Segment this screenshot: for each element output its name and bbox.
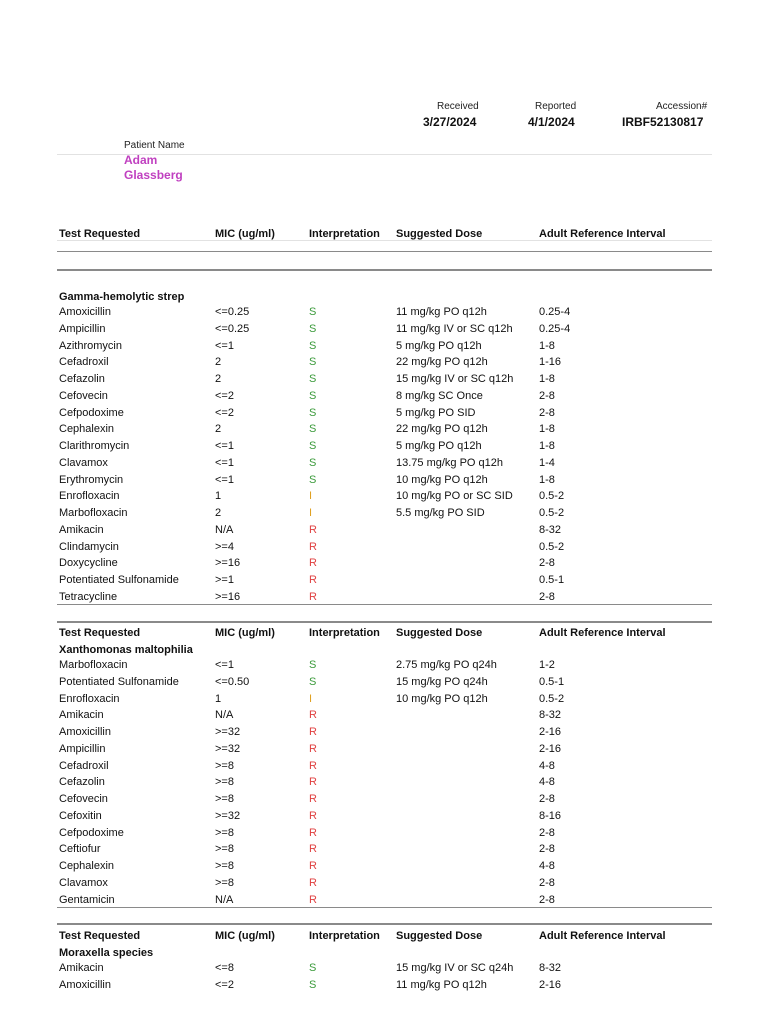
- mic-value: >=8: [215, 860, 234, 872]
- drug-name: Cefovecin: [59, 793, 108, 805]
- suggested-dose: 8 mg/kg SC Once: [396, 389, 483, 402]
- suggested-dose: 15 mg/kg PO q24h: [396, 675, 488, 688]
- section-divider-thick: [57, 923, 712, 925]
- drug-name: Potentiated Sulfonamide: [59, 675, 179, 688]
- suggested-dose: 5 mg/kg PO q12h: [396, 440, 482, 452]
- table-row: [0, 507, 768, 523]
- col-interpretation: Interpretation: [309, 930, 380, 942]
- divider-thick: [57, 269, 712, 271]
- mic-value: 2: [215, 356, 222, 369]
- reference-interval: 1-8: [539, 473, 555, 486]
- interpretation: S: [309, 339, 317, 352]
- drug-name: Cefpodoxime: [59, 406, 124, 419]
- table-row: [0, 962, 768, 978]
- interpretation: R: [309, 742, 317, 755]
- mic-value: >=1: [215, 574, 234, 586]
- reference-interval: 8-16: [539, 809, 562, 822]
- col-mic: MIC (ug/ml): [215, 930, 275, 942]
- suggested-dose: 5 mg/kg PO SID: [396, 406, 476, 419]
- col-test-requested: Test Requested: [59, 627, 141, 639]
- interpretation: S: [309, 423, 317, 436]
- drug-name: Amikacin: [59, 709, 104, 722]
- suggested-dose: 13.75 mg/kg PO q12h: [396, 456, 504, 469]
- mic-value: <=1: [215, 659, 234, 671]
- mic-value: >=16: [215, 557, 241, 570]
- reference-interval: 2-8: [539, 557, 555, 570]
- interpretation: R: [309, 876, 317, 889]
- interpretation: S: [309, 675, 317, 688]
- reference-interval: 4-8: [539, 776, 555, 789]
- reference-interval: 2-8: [539, 389, 555, 402]
- drug-name: Amikacin: [59, 962, 104, 974]
- table-row: [0, 793, 768, 809]
- mic-value: <=1: [215, 440, 234, 452]
- suggested-dose: 5 mg/kg PO q12h: [396, 339, 482, 352]
- reference-interval: 1-16: [539, 356, 562, 369]
- col-reference-interval: Adult Reference Interval: [539, 627, 666, 639]
- col-interpretation: Interpretation: [309, 228, 380, 240]
- interpretation: R: [309, 759, 317, 772]
- table-row: [0, 760, 768, 776]
- mic-value: 2: [215, 507, 222, 519]
- drug-name: Erythromycin: [59, 473, 124, 486]
- organism-name: Xanthomonas maltophilia: [59, 644, 193, 656]
- interpretation: S: [309, 440, 317, 452]
- reference-interval: 1-8: [539, 423, 555, 436]
- interpretation: R: [309, 826, 317, 839]
- drug-name: Amikacin: [59, 523, 104, 536]
- interpretation: S: [309, 962, 317, 974]
- drug-name: Ampicillin: [59, 742, 106, 755]
- drug-name: Cefadroxil: [59, 356, 109, 369]
- received-date: 3/27/2024: [423, 115, 477, 129]
- mic-value: 2: [215, 423, 222, 436]
- mic-value: <=0.25: [215, 322, 250, 335]
- col-suggested-dose: Suggested Dose: [396, 627, 483, 639]
- table-row: [0, 373, 768, 389]
- table-row: [0, 474, 768, 490]
- reference-interval: 2-16: [539, 742, 562, 755]
- reference-interval: 1-8: [539, 373, 555, 385]
- reported-label: Reported: [535, 101, 577, 112]
- reference-interval: 4-8: [539, 759, 555, 772]
- mic-value: 1: [215, 692, 222, 705]
- mic-value: >=32: [215, 726, 241, 738]
- mic-value: >=8: [215, 793, 234, 805]
- interpretation: R: [309, 709, 317, 722]
- patient-last-name: Glassberg: [124, 168, 183, 182]
- table-row: [0, 743, 768, 759]
- drug-name: Ceftiofur: [59, 843, 101, 856]
- interpretation: S: [309, 356, 317, 369]
- reference-interval: 2-8: [539, 590, 555, 603]
- table-row: [0, 659, 768, 675]
- organism-name: Gamma-hemolytic strep: [59, 291, 185, 303]
- table-row: [0, 877, 768, 893]
- drug-name: Clavamox: [59, 876, 108, 889]
- mic-value: 2: [215, 373, 222, 385]
- patient-first-name: Adam: [124, 153, 158, 167]
- table-row: [0, 574, 768, 590]
- accession-label: Accession#: [656, 101, 708, 112]
- table-row: [0, 490, 768, 506]
- drug-name: Cefoxitin: [59, 809, 102, 822]
- drug-name: Cefovecin: [59, 389, 108, 402]
- drug-name: Cephalexin: [59, 423, 115, 436]
- drug-name: Doxycycline: [59, 557, 118, 570]
- col-test-requested: Test Requested: [59, 228, 141, 240]
- suggested-dose: 11 mg/kg PO q12h: [396, 306, 487, 318]
- drug-name: Ampicillin: [59, 322, 106, 335]
- drug-name: Amoxicillin: [59, 306, 111, 318]
- interpretation: S: [309, 322, 317, 335]
- interpretation: I: [309, 490, 313, 503]
- interpretation: I: [309, 507, 313, 519]
- reference-interval: 2-8: [539, 893, 555, 906]
- col-suggested-dose: Suggested Dose: [396, 930, 483, 942]
- col-mic: MIC (ug/ml): [215, 228, 275, 240]
- suggested-dose: 11 mg/kg PO q12h: [396, 978, 487, 991]
- results-table-section-3: [0, 962, 768, 1022]
- table-row: [0, 356, 768, 372]
- interpretation: R: [309, 590, 317, 603]
- table-row: [0, 843, 768, 859]
- results-table-section-1: [0, 306, 768, 604]
- mic-value: N/A: [215, 893, 234, 906]
- suggested-dose: 5.5 mg/kg PO SID: [396, 507, 485, 519]
- suggested-dose: 10 mg/kg PO q12h: [396, 473, 488, 486]
- suggested-dose: 15 mg/kg IV or SC q12h: [396, 373, 514, 385]
- reference-interval: 2-8: [539, 826, 555, 839]
- reference-interval: 0.5-2: [539, 540, 565, 553]
- table-row: [0, 557, 768, 573]
- reference-interval: 2-8: [539, 793, 555, 805]
- table-row: [0, 810, 768, 826]
- table-row: [0, 709, 768, 725]
- table-row: [0, 423, 768, 439]
- reference-interval: 2-16: [539, 978, 562, 991]
- mic-value: N/A: [215, 523, 234, 536]
- interpretation: S: [309, 978, 317, 991]
- col-interpretation: Interpretation: [309, 627, 380, 639]
- col-test-requested: Test Requested: [59, 930, 141, 942]
- table-row: [0, 524, 768, 540]
- mic-value: >=8: [215, 776, 234, 789]
- drug-name: Marbofloxacin: [59, 507, 128, 519]
- interpretation: S: [309, 306, 317, 318]
- interpretation: S: [309, 473, 317, 486]
- drug-name: Clarithromycin: [59, 440, 130, 452]
- mic-value: >=16: [215, 590, 241, 603]
- col-reference-interval: Adult Reference Interval: [539, 930, 666, 942]
- reference-interval: 1-2: [539, 659, 555, 671]
- mic-value: >=8: [215, 759, 234, 772]
- suggested-dose: 11 mg/kg IV or SC q12h: [396, 322, 513, 335]
- mic-value: <=2: [215, 406, 234, 419]
- col-mic: MIC (ug/ml): [215, 627, 275, 639]
- drug-name: Cefazolin: [59, 776, 105, 789]
- accession-number: IRBF52130817: [622, 115, 704, 129]
- mic-value: N/A: [215, 709, 234, 722]
- drug-name: Enrofloxacin: [59, 490, 120, 503]
- drug-name: Potentiated Sulfonamide: [59, 574, 179, 586]
- mic-value: >=8: [215, 843, 234, 856]
- table-row: [0, 340, 768, 356]
- mic-value: <=0.25: [215, 306, 250, 318]
- mic-value: 1: [215, 490, 222, 503]
- interpretation: S: [309, 373, 317, 385]
- column-header-underline: [57, 240, 712, 241]
- table-row: [0, 726, 768, 742]
- table-row: [0, 323, 768, 339]
- drug-name: Cefazolin: [59, 373, 105, 385]
- reference-interval: 2-16: [539, 726, 562, 738]
- suggested-dose: 22 mg/kg PO q12h: [396, 356, 488, 369]
- interpretation: R: [309, 557, 317, 570]
- drug-name: Clavamox: [59, 456, 108, 469]
- interpretation: I: [309, 692, 313, 705]
- mic-value: <=2: [215, 389, 234, 402]
- organism-name: Moraxella species: [59, 947, 154, 959]
- table-row: [0, 676, 768, 692]
- reference-interval: 2-8: [539, 843, 555, 856]
- reference-interval: 8-32: [539, 709, 562, 722]
- mic-value: <=1: [215, 456, 234, 469]
- reference-interval: 0.5-2: [539, 692, 565, 705]
- col-reference-interval: Adult Reference Interval: [539, 228, 666, 240]
- mic-value: >=4: [215, 540, 234, 553]
- patient-name-label: Patient Name: [124, 140, 185, 151]
- table-row: [0, 979, 768, 995]
- table-row: [0, 407, 768, 423]
- received-label: Received: [437, 101, 479, 112]
- section-divider: [57, 907, 712, 908]
- reference-interval: 8-32: [539, 523, 562, 536]
- table-row: [0, 827, 768, 843]
- table-row: [0, 591, 768, 604]
- section-divider-thick: [57, 621, 712, 623]
- drug-name: Amoxicillin: [59, 978, 111, 991]
- drug-name: Cefadroxil: [59, 759, 109, 772]
- table-row: [0, 390, 768, 406]
- divider: [57, 251, 712, 252]
- reference-interval: 0.25-4: [539, 306, 571, 318]
- reference-interval: 0.5-2: [539, 507, 565, 519]
- reference-interval: 0.5-2: [539, 490, 565, 503]
- interpretation: S: [309, 456, 317, 469]
- reference-interval: 0.5-1: [539, 574, 565, 586]
- drug-name: Cefpodoxime: [59, 826, 124, 839]
- drug-name: Clindamycin: [59, 540, 119, 553]
- reported-date: 4/1/2024: [528, 115, 575, 129]
- interpretation: R: [309, 776, 317, 789]
- mic-value: <=0.50: [215, 675, 250, 688]
- reference-interval: 8-32: [539, 962, 562, 974]
- mic-value: >=8: [215, 826, 234, 839]
- table-row: [0, 541, 768, 557]
- table-row: [0, 440, 768, 456]
- mic-value: <=8: [215, 962, 234, 974]
- table-row: [0, 776, 768, 792]
- reference-interval: 4-8: [539, 860, 555, 872]
- table-row: [0, 894, 768, 909]
- drug-name: Azithromycin: [59, 339, 122, 352]
- suggested-dose: 15 mg/kg IV or SC q24h: [396, 962, 514, 974]
- suggested-dose: 22 mg/kg PO q12h: [396, 423, 488, 436]
- interpretation: R: [309, 809, 317, 822]
- mic-value: <=2: [215, 978, 234, 991]
- mic-value: >=32: [215, 742, 241, 755]
- drug-name: Gentamicin: [59, 893, 115, 906]
- interpretation: R: [309, 574, 317, 586]
- suggested-dose: 2.75 mg/kg PO q24h: [396, 659, 497, 671]
- interpretation: S: [309, 659, 317, 671]
- interpretation: S: [309, 406, 317, 419]
- results-table-section-2: [0, 659, 768, 908]
- interpretation: R: [309, 726, 317, 738]
- reference-interval: 1-8: [539, 440, 555, 452]
- mic-value: >=32: [215, 809, 241, 822]
- reference-interval: 1-8: [539, 339, 555, 352]
- col-suggested-dose: Suggested Dose: [396, 228, 483, 240]
- reference-interval: 2-8: [539, 876, 555, 889]
- mic-value: <=1: [215, 339, 234, 352]
- drug-name: Marbofloxacin: [59, 659, 128, 671]
- drug-name: Tetracycline: [59, 590, 118, 603]
- reference-interval: 2-8: [539, 406, 555, 419]
- interpretation: R: [309, 843, 317, 856]
- mic-value: <=1: [215, 473, 234, 486]
- reference-interval: 1-4: [539, 456, 555, 469]
- reference-interval: 0.5-1: [539, 675, 565, 688]
- interpretation: R: [309, 523, 317, 536]
- suggested-dose: 10 mg/kg PO q12h: [396, 692, 488, 705]
- table-row: [0, 457, 768, 473]
- section-divider: [57, 604, 712, 605]
- reference-interval: 0.25-4: [539, 322, 571, 335]
- suggested-dose: 10 mg/kg PO or SC SID: [396, 490, 513, 503]
- table-row: [0, 306, 768, 322]
- mic-value: >=8: [215, 876, 234, 889]
- interpretation: R: [309, 540, 317, 553]
- drug-name: Enrofloxacin: [59, 692, 120, 705]
- column-header-row: [0, 228, 768, 244]
- interpretation: R: [309, 793, 317, 805]
- drug-name: Cephalexin: [59, 860, 115, 872]
- interpretation: S: [309, 389, 317, 402]
- interpretation: R: [309, 893, 317, 906]
- table-row: [0, 860, 768, 876]
- table-row: [0, 693, 768, 709]
- column-header-row: [0, 627, 768, 643]
- drug-name: Amoxicillin: [59, 726, 111, 738]
- column-header-row: [0, 930, 768, 946]
- interpretation: R: [309, 860, 317, 872]
